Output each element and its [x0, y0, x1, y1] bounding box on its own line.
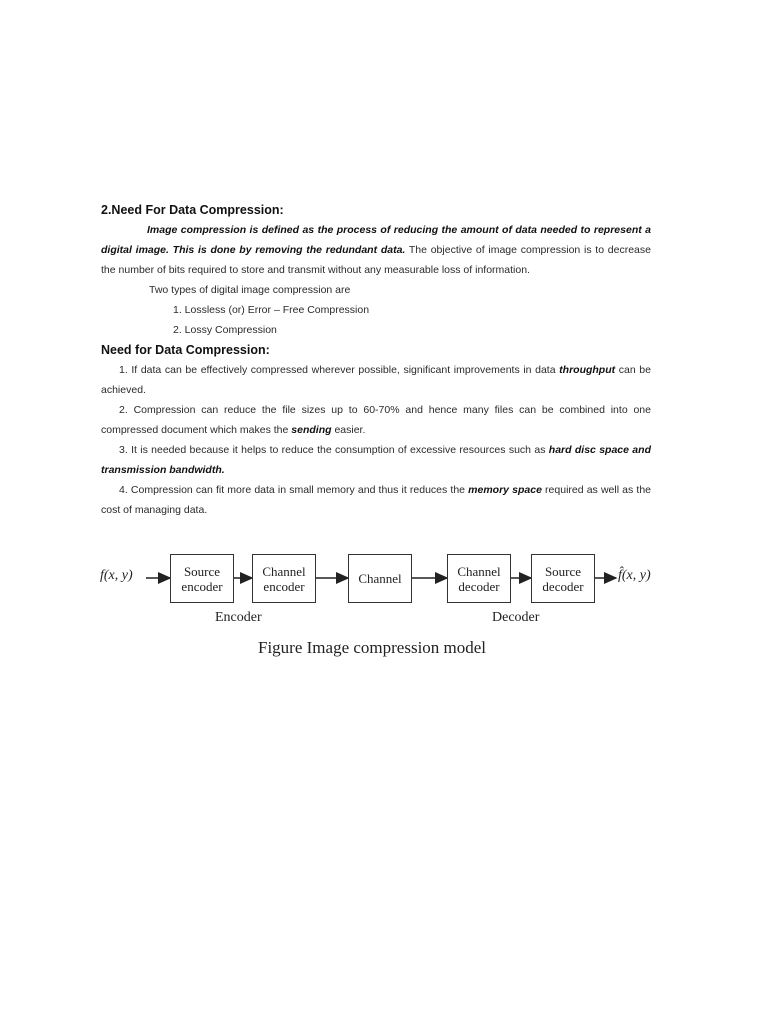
need-point-3-text: 3. It is needed because it helps to reduce the consumption of excessive resources such as [119, 444, 549, 456]
encoder-label: Encoder [215, 610, 262, 625]
intro-definition: Image compression is defined as the process of reducing the amount of data needed to represent a digital image. This is done by removing the redundant data. [101, 224, 651, 256]
document-body [101, 200, 651, 520]
block-channel-encoder [252, 554, 316, 603]
need-point-4-text: 4. Compression can fit more data in small memory and thus it reduces the [119, 484, 469, 496]
block-line: Channel [358, 571, 402, 586]
block-line: Source [183, 563, 221, 579]
need-point-3 [101, 440, 651, 480]
block-channel-decoder [447, 554, 511, 603]
block-line: Channel [457, 563, 501, 579]
output-label: f̂(x, y) [618, 568, 651, 583]
need-point-4 [101, 480, 651, 520]
need-point-1-text: 1. If data can be effectively compressed wherever possible, significant improvements in data [119, 364, 560, 376]
intro-objective: The objective of image compression is to decrease the number of bits required to store and transmit without any measurable loss of information. [101, 244, 651, 276]
decoder-label: Decoder [492, 610, 540, 625]
need-point-4-tail: required as well as the cost of managing data. [101, 484, 651, 516]
block-line: Source [544, 563, 582, 579]
need-heading: Need for Data Compression: [101, 343, 270, 357]
block-line: encoder [263, 578, 305, 594]
need-point-2 [101, 400, 651, 440]
type-item-lossy: 2. Lossy Compression [173, 324, 277, 336]
need-point-2-text: 2. Compression can reduce the file sizes up to 60-70% and hence many files can be combined into one compressed document which makes the [101, 404, 651, 436]
input-label: f(x, y) [100, 568, 133, 583]
block-channel [348, 554, 412, 603]
need-point-3-emphasis: hard disc space and transmission bandwidth. [101, 444, 651, 476]
block-line: decoder [542, 578, 584, 594]
block-source-encoder [170, 554, 234, 603]
need-point-1-emphasis: throughput [559, 364, 616, 376]
type-item-lossless: 1. Lossless (or) Error – Free Compression [173, 304, 370, 316]
block-line: decoder [458, 578, 500, 594]
types-intro: Two types of digital image compression are [149, 284, 351, 296]
block-line: Channel [262, 563, 306, 579]
section-heading: 2.Need For Data Compression: [101, 203, 284, 217]
need-point-1-tail: can be achieved. [101, 364, 651, 396]
figure-caption: Figure Image compression model [258, 638, 487, 657]
block-line: encoder [181, 578, 223, 594]
need-point-1 [101, 360, 651, 400]
need-point-4-emphasis: memory space [468, 484, 542, 496]
block-source-decoder [531, 554, 595, 603]
need-point-2-emphasis: sending [291, 424, 332, 436]
intro-paragraph [101, 220, 651, 280]
need-point-2-tail: easier. [331, 424, 366, 436]
compression-model-figure [100, 538, 660, 668]
